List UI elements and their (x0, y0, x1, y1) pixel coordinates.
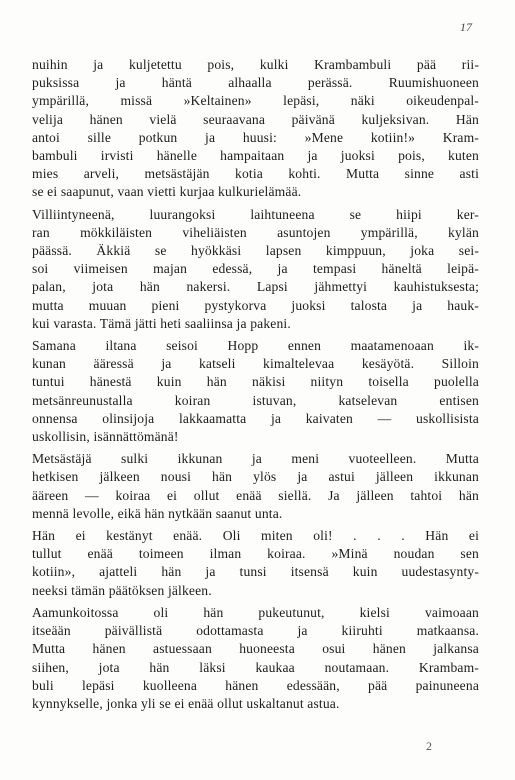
text-line: kui varasta. Tämä jätti heti saaliinsa ja pakeni. (32, 315, 291, 331)
text-line: neeksi tämän päätöksen jälkeen. (32, 582, 212, 598)
text-line: Metsästäjä sulki ikkunan ja meni vuoteelleen. Mutta (32, 451, 479, 467)
text-line: velija hänen vielä seuraavana päivänä kuljeksivan. Hän (32, 111, 479, 127)
text-line: päässä. Äkkiä se hyökkäsi lapsen kimppuun, joka sei- (32, 243, 479, 259)
text-line: ääreen — koiraa ei ollut enää siellä. Ja jälleen tahtoi hän (32, 487, 479, 503)
text-line: soi viimeisen majan edessä, ja tempasi häneltä leipä- (32, 261, 479, 277)
text-line: onnensa olinsijoja lakkaamatta ja kaivaten — uskollisista (32, 410, 479, 426)
paragraph-6 (32, 604, 479, 713)
text-line: mies arveli, metsästäjän kotia kohti. Mutta sinne asti (32, 166, 479, 182)
text-line: kunan ääressä ja katseli kimaltelevaa kesäyötä. Silloin (32, 356, 479, 372)
text-line: Villiintyneenä, luurangoksi laihtuneena se hiipi ker- (32, 206, 479, 222)
text-line: hetkisen jälkeen nousi hän ylös ja astui jälleen ikkunan (32, 469, 479, 485)
text-line: siihen, jota hän läksi kaukaa noutamaan. Krambam- (32, 659, 479, 675)
text-line: puksissa ja häntä alhaalla perässä. Ruumishuoneen (32, 75, 479, 91)
paragraph-3 (32, 337, 479, 446)
text-line: mutta muuan pieni pystykorva juoksi talosta ja hauk- (32, 297, 479, 313)
body-text (32, 56, 479, 717)
paragraph-4 (32, 450, 479, 523)
page-number: 17 (460, 20, 472, 34)
text-line: kynnykselle, jonka yli se ei enää ollut uskaltanut astua. (32, 695, 340, 711)
text-line: metsänreunustalla koiran istuvan, katselevan entisen (32, 392, 479, 408)
text-line: Hän ei kestänyt enää. Oli miten oli! . . . Hän ei (32, 528, 479, 544)
text-line: Samana iltana seisoi Hopp ennen maatamenoaan ik- (32, 338, 479, 354)
text-line: ympärillä, missä »Keltainen» lepäsi, näki oikeudenpal- (32, 93, 479, 109)
text-line: Mutta hänen astuessaan huoneesta osui hänen jalkansa (32, 641, 479, 657)
text-line: nuihin ja kuljetettu pois, kulki Krambambuli pää rii- (32, 57, 479, 72)
text-line: uskollisin, isännättömänä! (32, 429, 179, 445)
text-line: kotiin», ajatteli hän ja tunsi itsensä kuin uudestasynty- (32, 564, 479, 580)
paragraph-5 (32, 527, 479, 600)
text-line: tuntui hänestä kuin hän näkisi niityn toisella puolella (32, 374, 479, 390)
text-line: antoi sille potkun ja huusi: »Mene kotiin!» Kram- (32, 129, 479, 145)
text-line: palan, jota hän nakersi. Lapsi jähmettyi kauhistuksesta; (32, 279, 479, 295)
text-line: bambuli irvisti hänelle hampaitaan ja juoksi pois, kuten (32, 148, 479, 164)
text-line: tullut enää toimeen ilman koiraa. »Minä noudan sen (32, 546, 479, 562)
text-line: buli lepäsi kuolleena hänen edessään, pää painuneena (32, 677, 479, 693)
text-line: Aamunkoitossa oli hän pukeutunut, kielsi vaimoaan (32, 604, 479, 620)
text-line: se ei saapunut, vaan vietti kurjaa kulkurielämää. (32, 184, 302, 200)
printer-signature-mark: 2 (426, 739, 432, 753)
text-line: mennä levolle, eikä hän nytkään saanut unta. (32, 505, 283, 521)
text-line: itseään päivällistä odottamasta ja kiiruhti matkaansa. (32, 623, 479, 639)
text-line: ran mökkiläisten viheliäisten asuntojen ympärillä, kylän (32, 224, 479, 240)
paragraph-1 (32, 56, 479, 202)
paragraph-2 (32, 206, 479, 333)
